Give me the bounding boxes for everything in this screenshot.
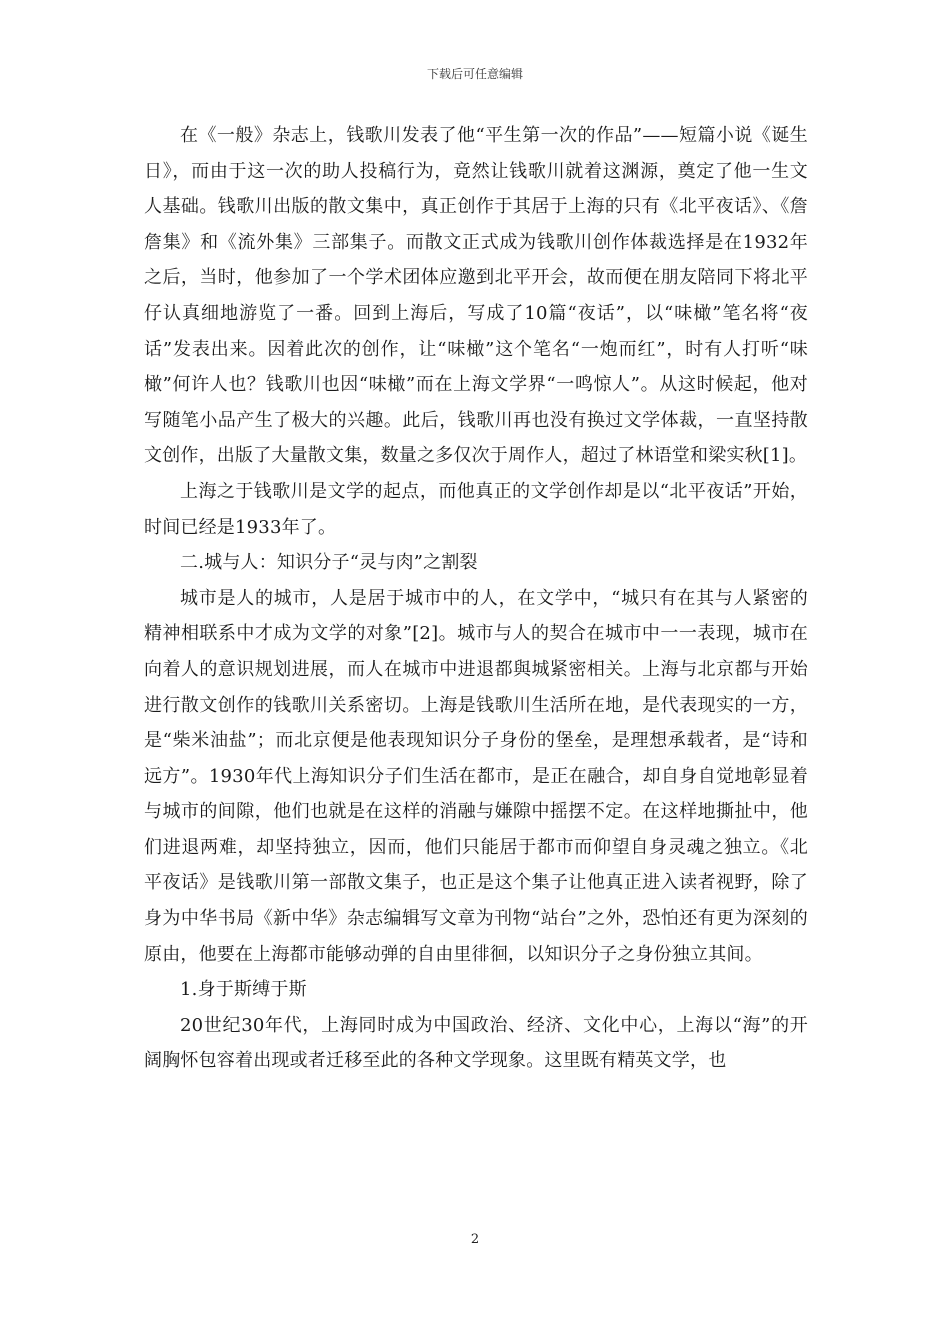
page-number: 2: [470, 1232, 480, 1247]
paragraph-3: 城市是人的城市，人是居于城市中的人，在文学中，“城只有在其与人紧密的精神相联系中才成为文学的对象”[2]。城市与人的契合在城市中一一表现，城市在向着人的意识规划进展，而人在城市中进退都與城紧密相关。上海与北京都与开始进行散文创作的钱歌川关系密切。上海是钱歌川生活所在地，是代表现实的一方，是“柴米油盐”；而北京便是他表现知识分子身份的堡垒，是理想承载者，是“诗和远方”。1930年代上海知识分子们生活在都市，是正在融合，却自身自觉地彰显着与城市的间隙，他们也就是在这样的消融与嫌隙中摇摆不定。在这样地撕扯中，他们进退两难，却坚持独立，因而，他们只能居于都市而仰望自身灵魂之独立。《北平夜话》是钱歌川第一部散文集子，也正是这个集子让他真正进入读者视野，除了身为中华书局《新中华》杂志编辑写文章为刊物“站台”之外，恐怕还有更为深刻的原由，他要在上海都市能够动弹的自由里徘徊，以知识分子之身份独立其间。: [144, 587, 808, 965]
body-text: [144, 118, 808, 1079]
page-header: 下载后可任意编辑: [426, 67, 523, 81]
section-heading-2: 二.城与人：知识分子“灵与肉”之割裂: [180, 552, 478, 574]
paragraph-1: 在《一般》杂志上，钱歌川发表了他“平生第一次的作品”——短篇小说《诞生日》，而由于这一次的助人投稿行为，竟然让钱歌川就着这渊源，奠定了他一生文人基础。钱歌川出版的散文集中，真正创作于其居于上海的只有《北平夜话》、《詹詹集》和《流外集》三部集子。而散文正式成为钱歌川创作体裁选择是在1932年之后，当时，他参加了一个学术团体应邀到北平开会，故而便在朋友陪同下将北平仔认真细地游览了一番。回到上海后，写成了10篇“夜话”，以“味橄”笔名将“夜话”发表出来。因着此次的创作，让“味橄”这个笔名“一炮而红”，时有人打听“味橄”何许人也？钱歌川也因“味橄”而在上海文学界“一鸣惊人”。从这时候起，他对写随笔小品产生了极大的兴趣。此后，钱歌川再也没有换过文学体裁，一直坚持散文创作，出版了大量散文集，数量之多仅次于周作人，超过了林语堂和梁实秋[1]。: [144, 125, 808, 467]
paragraph-4: 20世纪30年代，上海同时成为中国政治、经济、文化中心，上海以“海”的开阔胸怀包容着出现或者迁移至此的各种文学现象。这里既有精英文学，也: [144, 1014, 808, 1072]
subsection-heading-1: 1.身于斯缚于斯: [180, 979, 307, 1001]
paragraph-2: 上海之于钱歌川是文学的起点，而他真正的文学创作却是以“北平夜话”开始，时间已经是1933年了。: [144, 480, 808, 538]
